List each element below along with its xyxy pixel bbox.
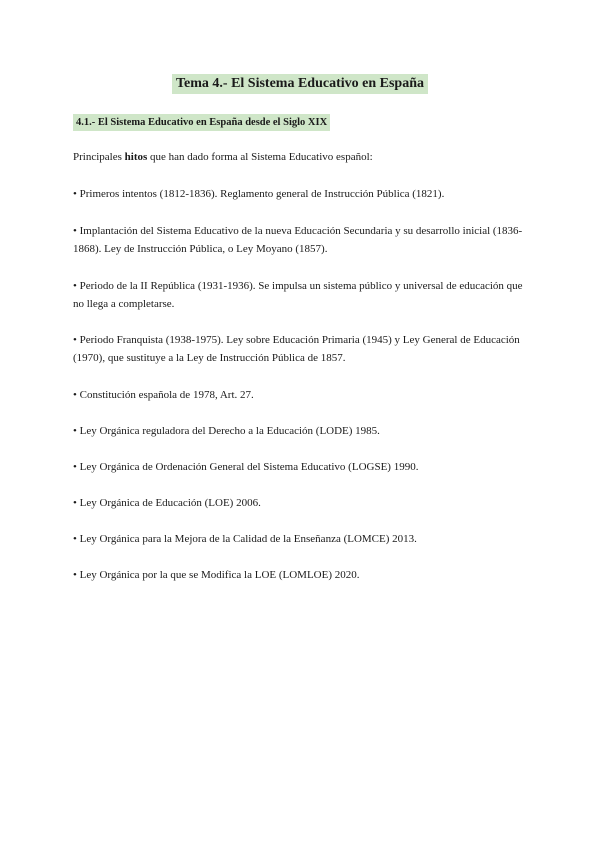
list-item-8: • Ley Orgánica de Educación (LOE) 2006. <box>73 497 261 509</box>
list-item-3: • Periodo de la II República (1931-1936). Se impulsa un sistema público y universal de educación que no llega a completarse. <box>73 280 523 310</box>
list-item-9: • Ley Orgánica para la Mejora de la Calidad de la Enseñanza (LOMCE) 2013. <box>73 533 417 545</box>
list-item-4: • Periodo Franquista (1938-1975). Ley sobre Educación Primaria (1945) y Ley General de Educación (1970), que sustituye a la Ley de Instrucción Pública de 1857. <box>73 334 520 364</box>
section-heading: 4.1.- El Sistema Educativo en España desde el Siglo XIX <box>73 114 330 131</box>
page-title: Tema 4.- El Sistema Educativo en España <box>172 74 428 94</box>
list-item-1: • Primeros intentos (1812-1836). Reglamento general de Instrucción Pública (1821). <box>73 188 445 200</box>
list-item-7: • Ley Orgánica de Ordenación General del Sistema Educativo (LOGSE) 1990. <box>73 461 419 473</box>
intro-paragraph <box>73 150 533 165</box>
list-item-10: • Ley Orgánica por la que se Modifica la LOE (LOMLOE) 2020. <box>73 569 360 581</box>
list-item-5: • Constitución española de 1978, Art. 27. <box>73 389 254 401</box>
intro-bold: hitos <box>124 151 148 163</box>
title-wrap <box>0 74 600 94</box>
intro-before: Principales <box>73 151 125 163</box>
list-item-6: • Ley Orgánica reguladora del Derecho a la Educación (LODE) 1985. <box>73 425 380 437</box>
intro-after: que han dado forma al Sistema Educativo español: <box>147 151 373 163</box>
list-item-2: • Implantación del Sistema Educativo de la nueva Educación Secundaria y su desarrollo inicial (1836-1868). Ley de Instrucción Pública, o Ley Moyano (1857). <box>73 225 523 255</box>
